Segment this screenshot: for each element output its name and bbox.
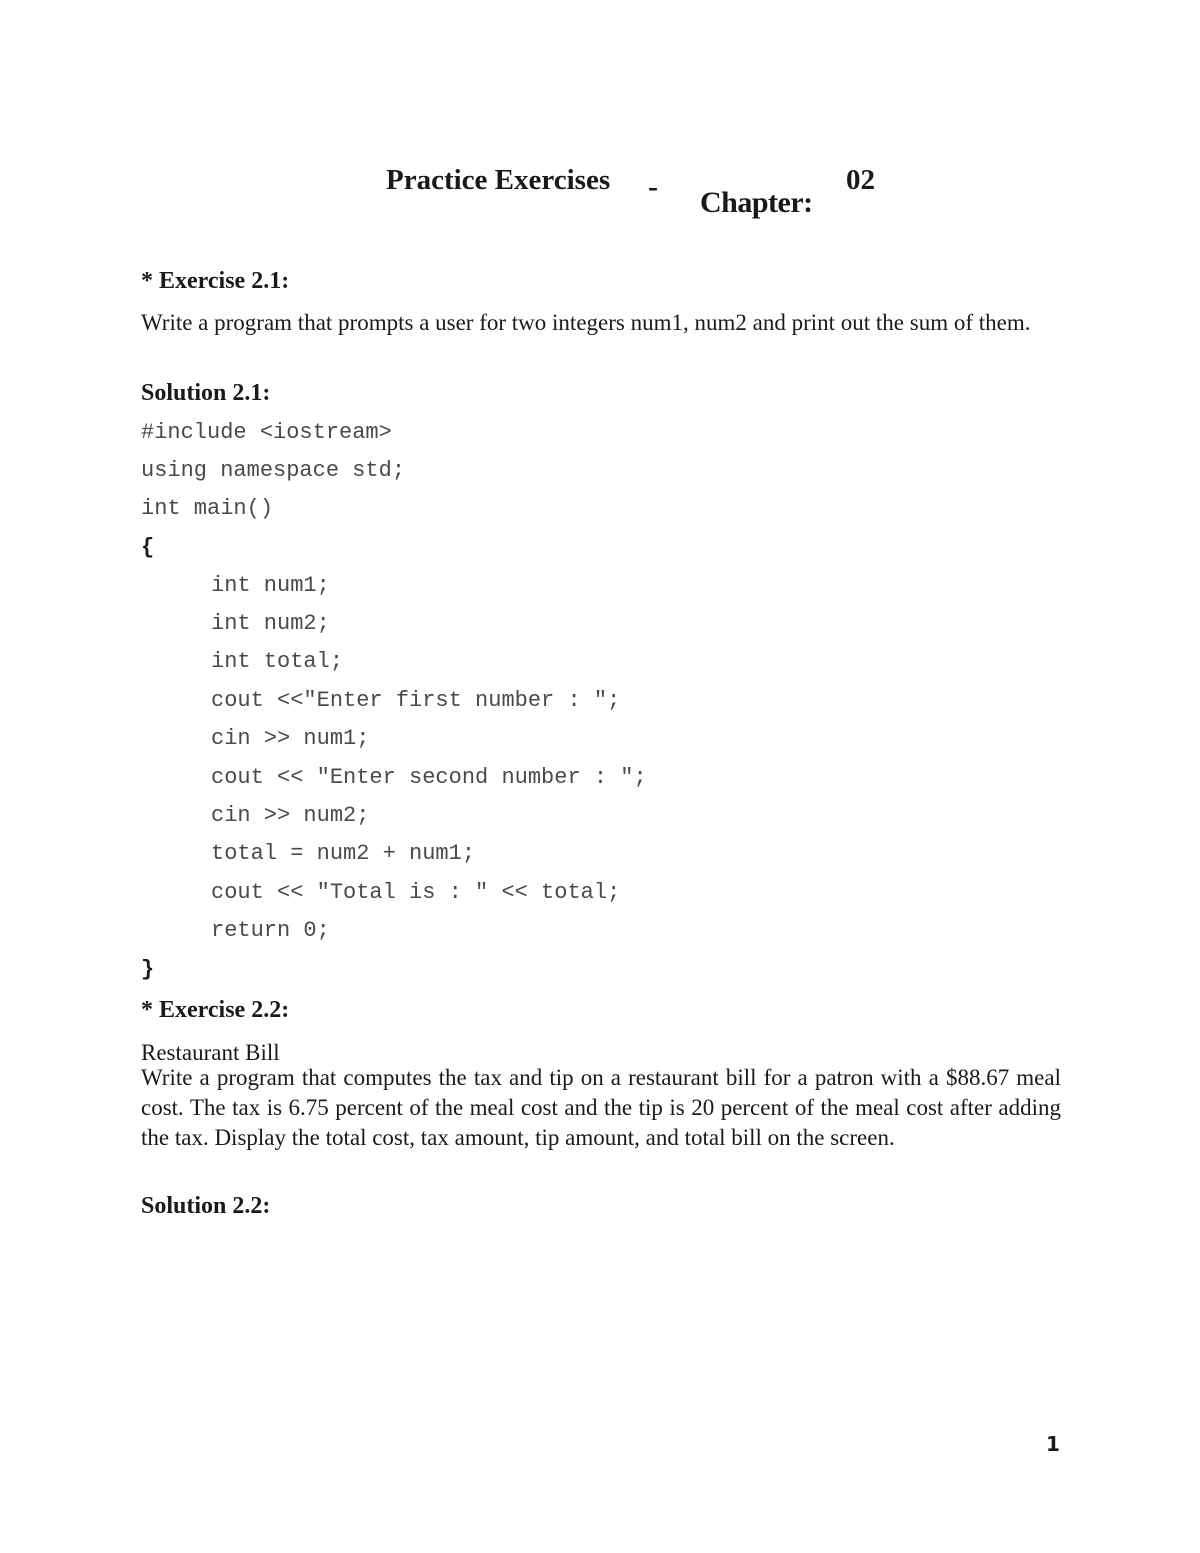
- code-line-close-brace: }: [141, 957, 155, 982]
- code-line: cin >> num1;: [211, 726, 370, 751]
- title-dash: -: [648, 170, 658, 203]
- exercise-2-2-subtitle: Restaurant Bill: [141, 1040, 280, 1065]
- code-line: int main(): [141, 496, 274, 521]
- exercise-2-2-heading: * Exercise 2.2:: [141, 997, 290, 1023]
- exercise-2-1-description: Write a program that prompts a user for two integers num1, num2 and print out the sum of them.: [141, 310, 1031, 335]
- code-line: int total;: [211, 649, 344, 674]
- exercise-2-2-description: Write a program that computes the tax and tip on a restaurant bill for a patron with a $88.67 meal cost. The tax is 6.75 percent of the meal cost and the tip is 20 percent of the meal cost after adding the tax. Display the total cost, tax amount, tip amount, and total bill on the screen.: [141, 1065, 1061, 1150]
- code-line: int num1;: [211, 573, 330, 598]
- code-line: cout << "Enter second number : ";: [211, 765, 647, 790]
- code-line: #include <iostream>: [141, 420, 392, 445]
- code-line: using namespace std;: [141, 458, 406, 483]
- code-line: int num2;: [211, 611, 330, 636]
- page-number: 1: [1046, 1432, 1060, 1456]
- code-line: return 0;: [211, 918, 330, 943]
- solution-2-1-heading: Solution 2.1:: [141, 380, 271, 406]
- code-line: total = num2 + num1;: [211, 841, 476, 866]
- chapter-number: 02: [846, 164, 875, 196]
- page-title: Practice Exercises: [386, 164, 611, 196]
- code-line: cout <<"Enter first number : ";: [211, 688, 621, 713]
- chapter-label: Chapter:: [700, 186, 813, 219]
- code-line: cout << "Total is : " << total;: [211, 880, 621, 905]
- solution-2-2-heading: Solution 2.2:: [141, 1193, 271, 1219]
- code-line: cin >> num2;: [211, 803, 370, 828]
- exercise-2-1-heading: * Exercise 2.1:: [141, 268, 290, 294]
- code-line-open-brace: {: [141, 535, 155, 560]
